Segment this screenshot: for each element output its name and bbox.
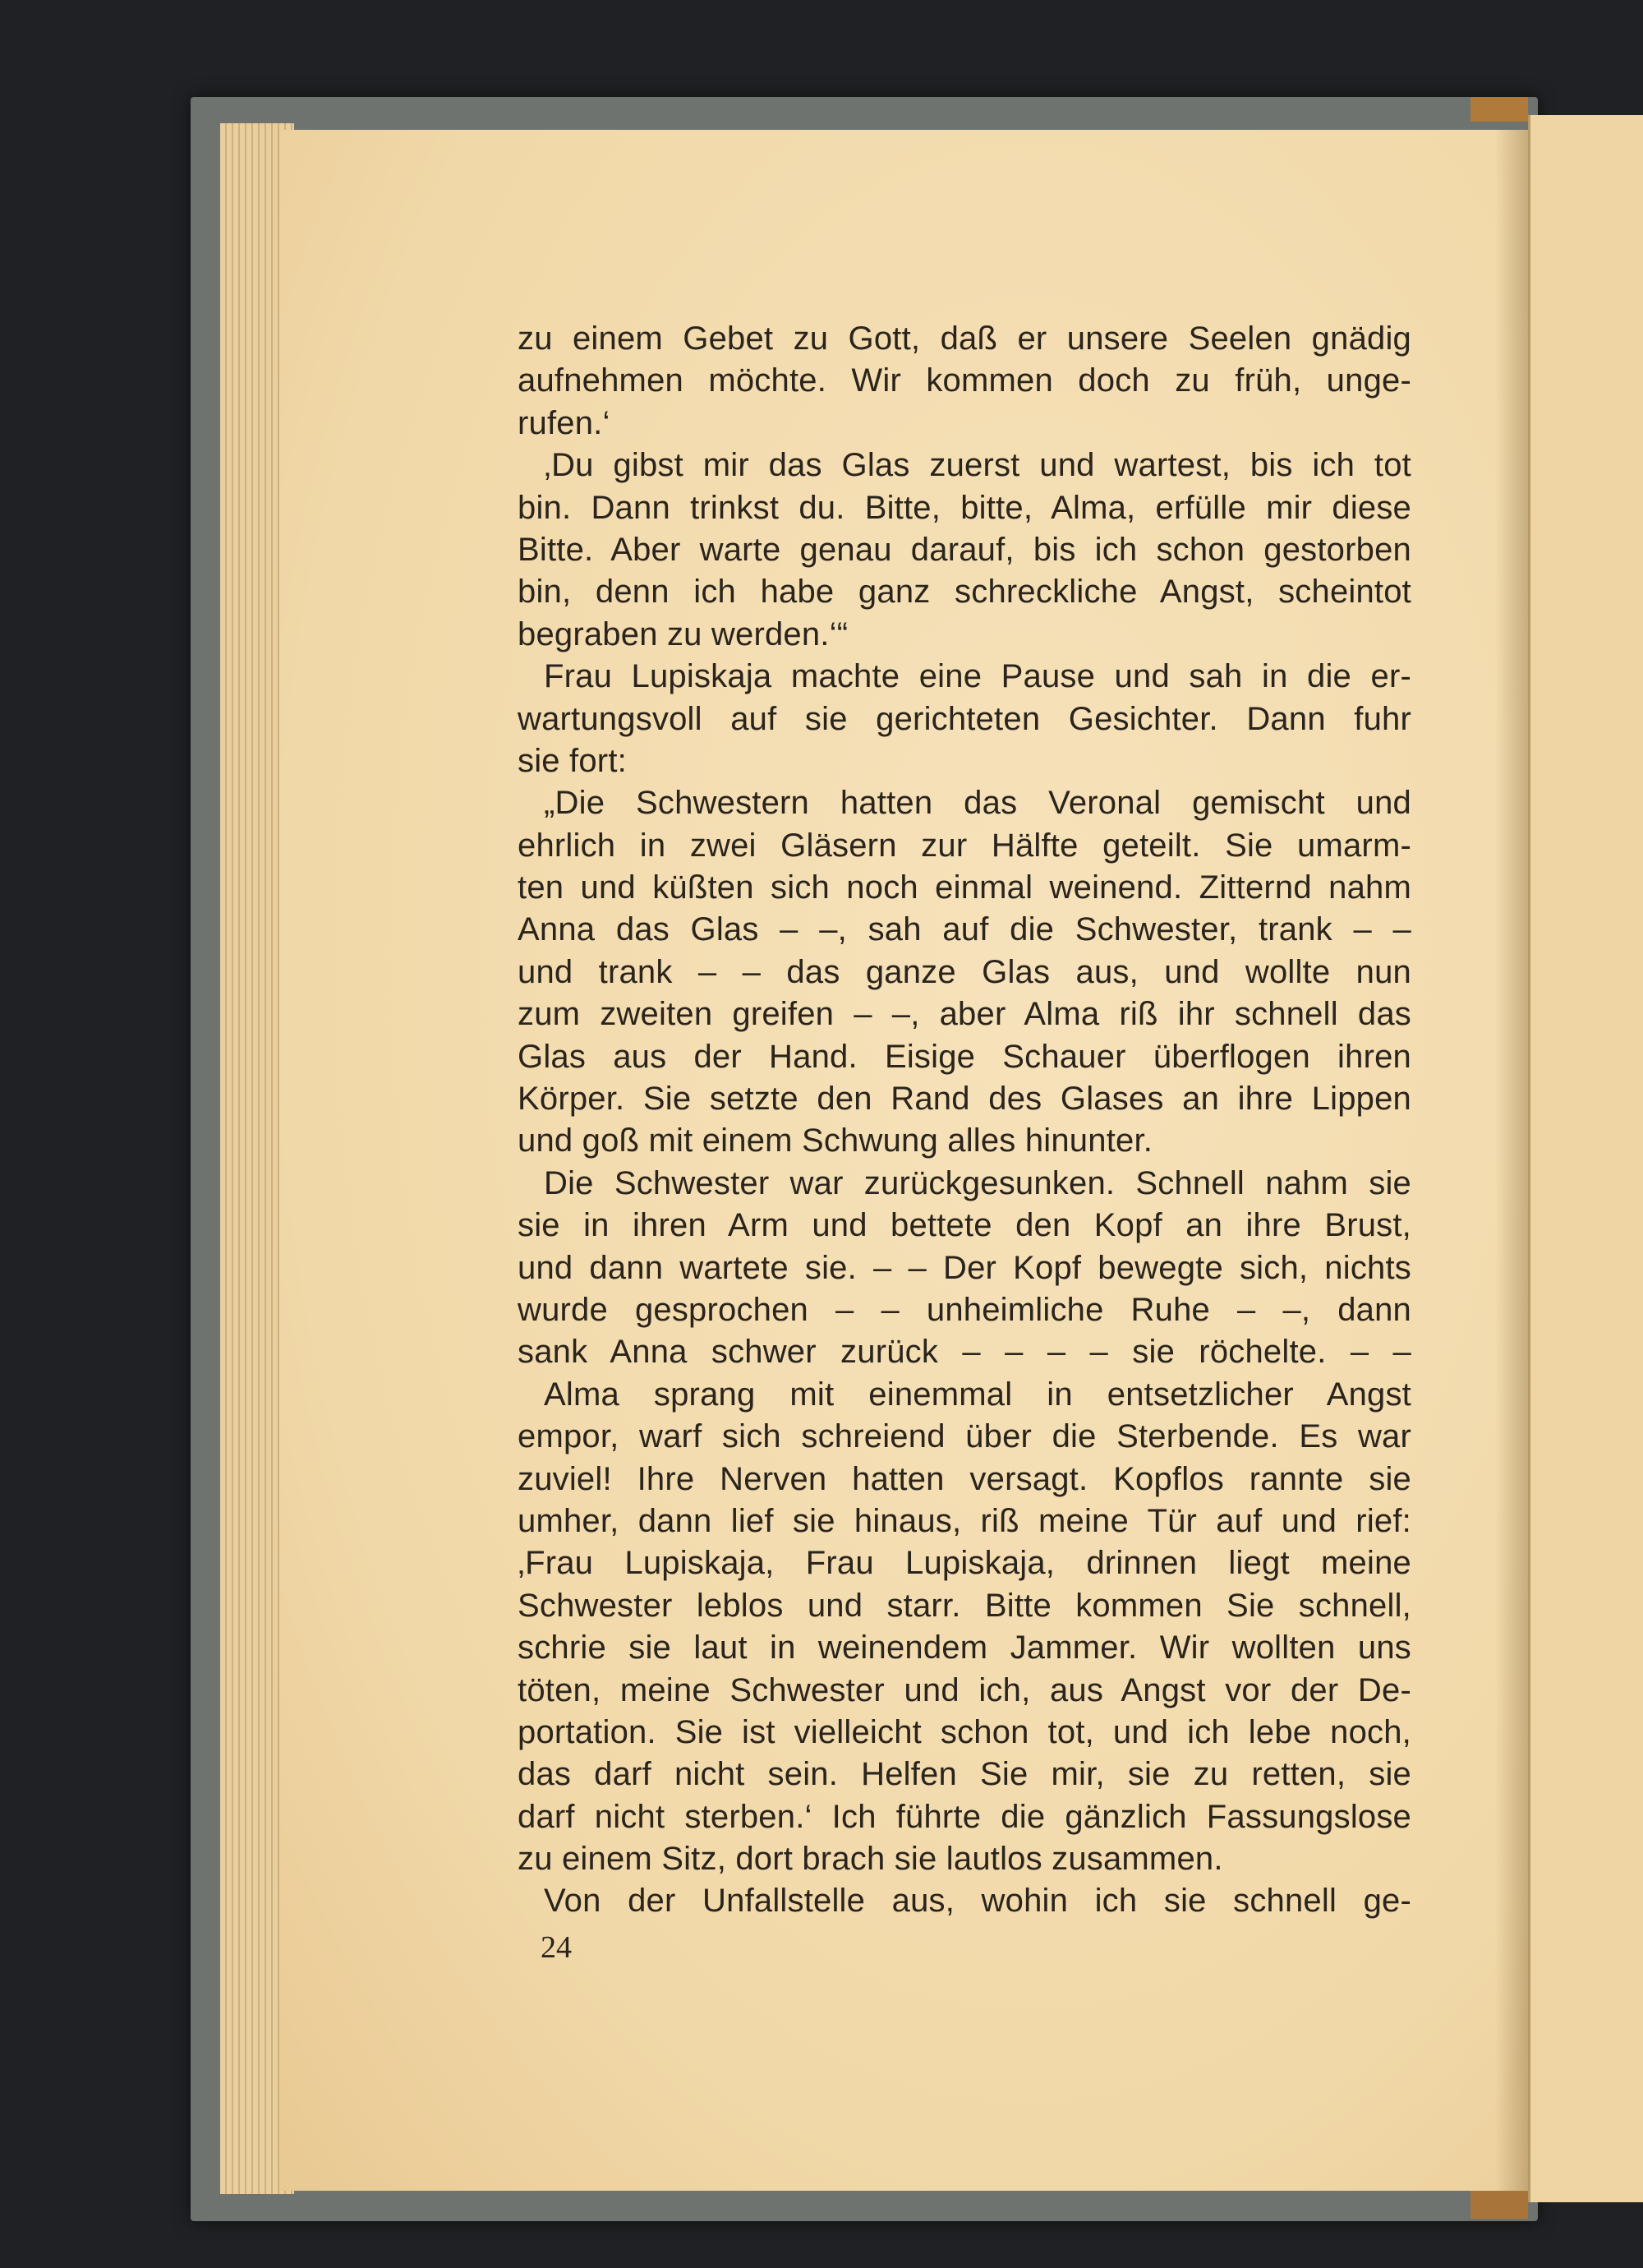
text-line: zu einem Sitz, dort brach sie lautlos zusammen.	[518, 1841, 1223, 1878]
text-line: und dann wartete sie. – – Der Kopf bewegte sich, nichts	[518, 1249, 1411, 1286]
facing-page-edge	[1528, 115, 1643, 2202]
text-line: Glas aus der Hand. Eisige Schauer überflogen ihren	[518, 1038, 1411, 1075]
text-line: Anna das Glas – –, sah auf die Schwester, trank – –	[518, 911, 1411, 948]
text-line: das darf nicht sein. Helfen Sie mir, sie zu retten, sie	[518, 1756, 1411, 1793]
text-line: wartungsvoll auf sie gerichteten Gesichter. Dann fuhr	[518, 700, 1411, 737]
page-gutter-shadow	[1495, 130, 1528, 2191]
text-line: empor, warf sich schreiend über die Sterbende. Es war	[518, 1418, 1411, 1455]
text-line: schrie sie laut in weinendem Jammer. Wir wollten uns	[518, 1630, 1411, 1666]
page-number: 24	[541, 1930, 572, 1965]
text-line: Körper. Sie setzte den Rand des Glases an ihre Lippen	[518, 1081, 1411, 1118]
text-line: und goß mit einem Schwung alles hinunter.	[518, 1122, 1153, 1159]
text-line: Frau Lupiskaja machte eine Pause und sah in die er-	[544, 658, 1411, 695]
text-line: Die Schwester war zurückgesunken. Schnell nahm sie	[544, 1164, 1411, 1201]
text-line: ehrlich in zwei Gläsern zur Hälfte geteilt. Sie umarm-	[518, 827, 1411, 864]
text-line: töten, meine Schwester und ich, aus Angst vor der De-	[518, 1671, 1411, 1708]
text-line: aufnehmen möchte. Wir kommen doch zu früh, unge-	[518, 362, 1411, 399]
text-line: ‚Frau Lupiskaja, Frau Lupiskaja, drinnen liegt meine	[518, 1545, 1411, 1582]
spine-bottom	[1470, 2186, 1528, 2219]
text-line: ‚Du gibst mir das Glas zuerst und wartest, bis ich tot	[544, 447, 1411, 484]
text-line: zu einem Gebet zu Gott, daß er unsere Seelen gnädig	[518, 320, 1411, 357]
text-line: und trank – – das ganze Glas aus, und wollte nun	[518, 953, 1411, 990]
text-line: sank Anna schwer zurück – – – – sie röchelte. – –	[518, 1334, 1411, 1371]
text-line: ten und küßten sich noch einmal weinend. Zitternd nahm	[518, 869, 1411, 906]
text-line: darf nicht sterben.‘ Ich führte die gänzlich Fassungslose	[518, 1798, 1411, 1835]
text-line: Bitte. Aber warte genau darauf, bis ich schon gestorben	[518, 531, 1411, 568]
text-line: Alma sprang mit einemmal in entsetzlicher Angst	[544, 1376, 1411, 1413]
text-line: begraben zu werden.‘“	[518, 615, 849, 652]
text-line: Schwester leblos und starr. Bitte kommen Sie schnell,	[518, 1587, 1411, 1624]
text-line: zuviel! Ihre Nerven hatten versagt. Kopflos rannte sie	[518, 1460, 1411, 1497]
text-line: Von der Unfallstelle aus, wohin ich sie schnell ge-	[544, 1883, 1411, 1920]
spine-top	[1470, 97, 1528, 122]
text-line: bin. Dann trinkst du. Bitte, bitte, Alma, erfülle mir diese	[518, 489, 1411, 526]
text-line: sie in ihren Arm und bettete den Kopf an ihre Brust,	[518, 1207, 1411, 1244]
text-line: „Die Schwestern hatten das Veronal gemischt und	[544, 785, 1411, 822]
text-line: wurde gesprochen – – unheimliche Ruhe – –, dann	[518, 1291, 1411, 1328]
text-line: zum zweiten greifen – –, aber Alma riß ihr schnell das	[518, 996, 1411, 1033]
text-line: bin, denn ich habe ganz schreckliche Angst, scheintot	[518, 574, 1411, 611]
text-line: sie fort:	[518, 742, 627, 779]
text-line: rufen.‘	[518, 404, 610, 441]
text-line: portation. Sie ist vielleicht schon tot, und ich lebe noch,	[518, 1713, 1411, 1750]
page-body-text	[518, 318, 1411, 1923]
text-line: umher, dann lief sie hinaus, riß meine Tür auf und rief:	[518, 1502, 1411, 1539]
